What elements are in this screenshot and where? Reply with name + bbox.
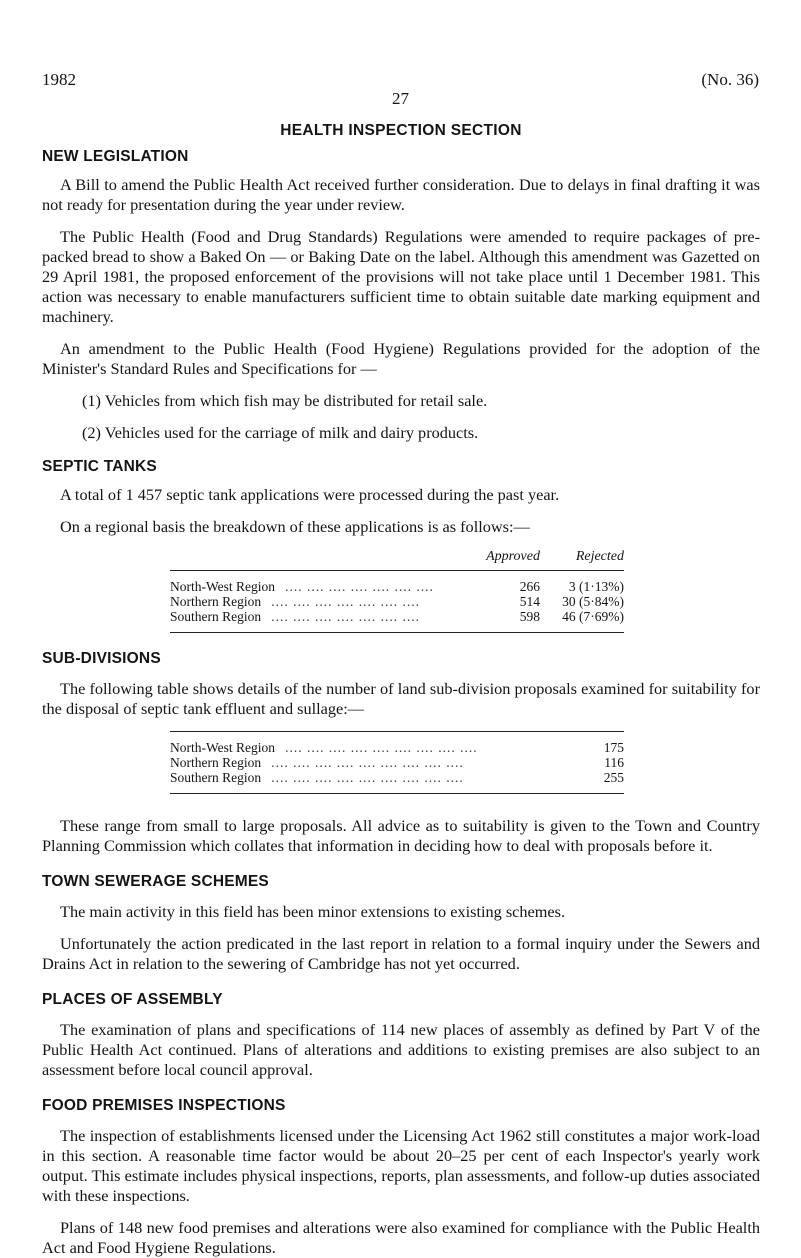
paragraph: A Bill to amend the Public Health Act received further consideration. Due to delays in final drafting it was not ready for presentation during the year under review. xyxy=(42,175,760,214)
heading-food-premises: FOOD PREMISES INSPECTIONS xyxy=(42,1097,286,1114)
approved-count: 514 xyxy=(519,594,540,609)
table-row xyxy=(170,579,624,594)
sub-division-table xyxy=(170,731,624,794)
table-row xyxy=(170,770,624,785)
paragraph: Plans of 148 new food premises and alterations were also examined for compliance with the Public Health Act and Food Hygiene Regulations. xyxy=(42,1218,760,1257)
table-row xyxy=(170,740,624,755)
paragraph: Unfortunately the action predicated in the last report in relation to a formal inquiry under the Sewers and Drains Act in relation to the sewering of Cambridge has not yet occurred. xyxy=(42,934,760,973)
header-year: 1982 xyxy=(42,70,76,89)
heading-sub-divisions: SUB-DIVISIONS xyxy=(42,650,161,667)
paragraph: On a regional basis the breakdown of these applications is as follows:— xyxy=(60,517,530,536)
page-number: 27 xyxy=(392,89,409,108)
rejected-count: 30 (5·84%) xyxy=(562,594,624,609)
table-row xyxy=(170,594,624,609)
paragraph: The main activity in this field has been minor extensions to existing schemes. xyxy=(60,902,566,921)
heading-septic-tanks: SEPTIC TANKS xyxy=(42,458,157,475)
column-header-approved: Approved xyxy=(486,549,540,564)
paragraph: A total of 1 457 septic tank applications were processed during the past year. xyxy=(60,485,560,504)
list-item: (1) Vehicles from which fish may be distributed for retail sale. xyxy=(82,391,488,410)
table-row xyxy=(170,755,624,770)
leader-dots: .... .... .... .... .... .... .... .... .... xyxy=(285,740,478,755)
leader-dots: .... .... .... .... .... .... .... xyxy=(285,579,434,594)
page-content xyxy=(42,121,760,1258)
column-header-rejected: Rejected xyxy=(575,549,624,564)
paragraph: An amendment to the Public Health (Food Hygiene) Regulations provided for the adoption of the Minister's Standard Rules and Specifications for — xyxy=(42,339,760,378)
heading-new-legislation: NEW LEGISLATION xyxy=(42,148,189,165)
paragraph: These range from small to large proposals. All advice as to suitability is given to the Town and Country Planning Commission which collates that information in deciding how to deal with proposals before it. xyxy=(42,816,760,855)
leader-dots: .... .... .... .... .... .... .... .... .... xyxy=(271,770,464,785)
leader-dots: .... .... .... .... .... .... .... xyxy=(271,609,420,624)
approved-count: 266 xyxy=(519,579,540,594)
region-name: North-West Region xyxy=(170,579,276,594)
heading-town-sewerage: TOWN SEWERAGE SCHEMES xyxy=(42,873,269,890)
leader-dots: .... .... .... .... .... .... .... xyxy=(271,594,420,609)
proposal-count: 255 xyxy=(603,770,624,785)
proposal-count: 175 xyxy=(603,740,624,755)
paragraph: The inspection of establishments licensed under the Licensing Act 1962 still constitutes a major work-load in this section. A reasonable time factor would be about 20–25 per cent of each Inspector's yearly work output. This estimate includes physical inspections, reports, plan assessments, and follow-up duties associated with these inspections. xyxy=(42,1126,760,1205)
rejected-count: 46 (7·69%) xyxy=(562,609,624,624)
table-row xyxy=(170,609,624,624)
list-item: (2) Vehicles used for the carriage of milk and dairy products. xyxy=(82,423,479,442)
region-name: Southern Region xyxy=(170,609,262,624)
region-name: North-West Region xyxy=(170,740,276,755)
region-name: Northern Region xyxy=(170,594,262,609)
paragraph: The following table shows details of the number of land sub-division proposals examined for suitability for the disposal of septic tank effluent and sullage:— xyxy=(42,679,760,718)
header-issue: (No. 36) xyxy=(701,70,759,89)
region-name: Northern Region xyxy=(170,755,262,770)
rejected-count: 3 (1·13%) xyxy=(568,579,624,594)
paragraph: The examination of plans and specifications of 114 new places of assembly as defined by Part V of the Public Health Act continued. Plans of alterations and additions to existing premises are also subject to an assessment before local council approval. xyxy=(42,1020,760,1079)
approved-count: 598 xyxy=(519,609,540,624)
paragraph: The Public Health (Food and Drug Standards) Regulations were amended to require packages of pre-packed bread to show a Baked On — or Baking Date on the label. Although this amendment was Gazetted on 29 April 1981, the proposed enforcement of the provisions will not take place until 1 December 1981. This action was necessary to enable manufacturers sufficient time to obtain suitable date marking equipment and machinery. xyxy=(42,227,760,326)
section-title: HEALTH INSPECTION SECTION xyxy=(280,122,522,139)
leader-dots: .... .... .... .... .... .... .... .... .... xyxy=(271,755,464,770)
heading-places-of-assembly: PLACES OF ASSEMBLY xyxy=(42,991,223,1008)
septic-tank-table xyxy=(170,549,624,633)
proposal-count: 116 xyxy=(604,755,624,770)
region-name: Southern Region xyxy=(170,770,262,785)
